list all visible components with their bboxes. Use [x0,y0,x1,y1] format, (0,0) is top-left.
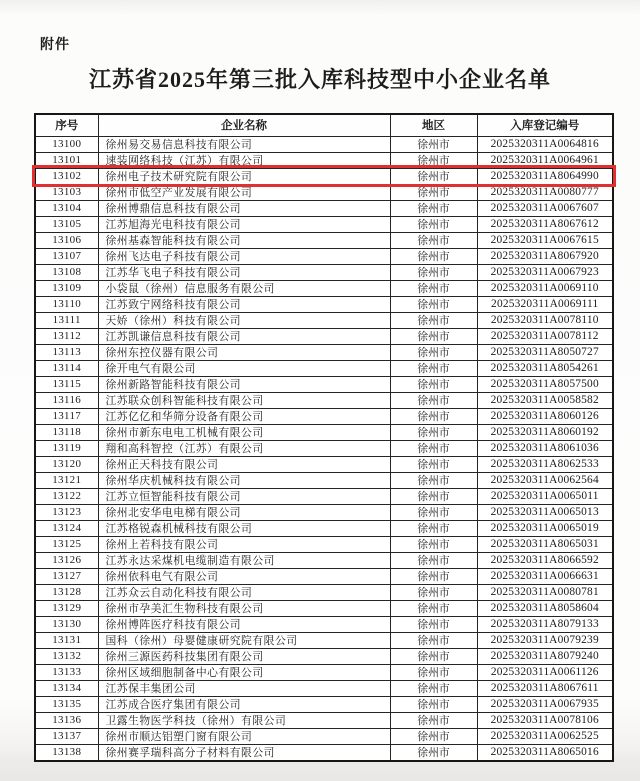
cell-region: 徐州市 [390,424,477,440]
cell-serial: 13127 [35,568,98,584]
cell-region: 徐州市 [390,488,477,504]
cell-region: 徐州市 [390,744,477,761]
cell-registration-code: 2025320311A0064816 [477,136,613,152]
cell-company-name: 江苏众云自动化科技有限公司 [98,584,390,600]
cell-registration-code: 2025320311A8062533 [477,456,613,472]
cell-serial: 13125 [35,536,98,552]
cell-registration-code: 2025320311A8067612 [477,216,613,232]
cell-company-name: 徐州飞达电子科技有限公司 [98,248,390,264]
cell-registration-code: 2025320311A8057500 [477,376,613,392]
cell-company-name: 天娇（徐州）科技有限公司 [98,312,390,328]
cell-serial: 13112 [35,328,98,344]
table-body [35,136,613,761]
cell-serial: 13102 [35,168,98,184]
table-row [35,344,613,360]
cell-serial: 13108 [35,264,98,280]
cell-company-name: 国科（徐州）母婴健康研究院有限公司 [98,632,390,648]
table-row [35,216,613,232]
cell-registration-code: 2025320311A0069110 [477,280,613,296]
table-row [35,616,613,632]
cell-region: 徐州市 [390,360,477,376]
table-row [35,632,613,648]
cell-region: 徐州市 [390,408,477,424]
cell-registration-code: 2025320311A0062525 [477,728,613,744]
table-row [35,280,613,296]
cell-company-name: 徐州上若科技有限公司 [98,536,390,552]
cell-region: 徐州市 [390,456,477,472]
cell-region: 徐州市 [390,568,477,584]
cell-region: 徐州市 [390,200,477,216]
cell-region: 徐州市 [390,376,477,392]
table-row [35,376,613,392]
cell-region: 徐州市 [390,264,477,280]
cell-region: 徐州市 [390,712,477,728]
cell-registration-code: 2025320311A8079240 [477,648,613,664]
header-region: 地区 [390,114,477,136]
cell-company-name: 徐开电气有限公司 [98,360,390,376]
cell-serial: 13132 [35,648,98,664]
cell-company-name: 卫露生物医学科技（徐州）有限公司 [98,712,390,728]
cell-serial: 13138 [35,744,98,761]
cell-region: 徐州市 [390,312,477,328]
table-row-highlighted [35,168,613,184]
cell-serial: 13116 [35,392,98,408]
cell-region: 徐州市 [390,296,477,312]
header-serial: 序号 [35,114,98,136]
cell-registration-code: 2025320311A0065019 [477,520,613,536]
cell-company-name: 小袋鼠（徐州）信息服务有限公司 [98,280,390,296]
cell-registration-code: 2025320311A0080781 [477,584,613,600]
cell-serial: 13117 [35,408,98,424]
cell-registration-code: 2025320311A8079133 [477,616,613,632]
cell-serial: 13111 [35,312,98,328]
cell-registration-code: 2025320311A8050727 [477,344,613,360]
cell-registration-code: 2025320311A8067611 [477,680,613,696]
table-row [35,488,613,504]
cell-company-name: 江苏永达采煤机电缆制造有限公司 [98,552,390,568]
cell-region: 徐州市 [390,648,477,664]
cell-region: 徐州市 [390,728,477,744]
cell-company-name: 江苏华飞电子科技有限公司 [98,264,390,280]
cell-serial: 13135 [35,696,98,712]
cell-serial: 13122 [35,488,98,504]
cell-company-name: 江苏致宁网络科技有限公司 [98,296,390,312]
cell-company-name: 江苏格锐森机械科技有限公司 [98,520,390,536]
cell-region: 徐州市 [390,696,477,712]
cell-serial: 13121 [35,472,98,488]
cell-registration-code: 2025320311A0067935 [477,696,613,712]
header-registration-code: 入库登记编号 [477,114,613,136]
cell-company-name: 徐州三源医药科技集团有限公司 [98,648,390,664]
cell-registration-code: 2025320311A0067607 [477,200,613,216]
cell-registration-code: 2025320311A8060192 [477,424,613,440]
cell-serial: 13110 [35,296,98,312]
cell-region: 徐州市 [390,232,477,248]
cell-company-name: 徐州易交易信息科技有限公司 [98,136,390,152]
table-row [35,584,613,600]
cell-region: 徐州市 [390,280,477,296]
company-table [34,113,614,762]
table-row [35,328,613,344]
table-row [35,568,613,584]
cell-serial: 13109 [35,280,98,296]
cell-serial: 13118 [35,424,98,440]
cell-serial: 13120 [35,456,98,472]
table-row [35,520,613,536]
cell-company-name: 江苏成合医疗集团有限公司 [98,696,390,712]
cell-region: 徐州市 [390,616,477,632]
cell-registration-code: 2025320311A8061036 [477,440,613,456]
cell-company-name: 徐州博阵医疗科技有限公司 [98,616,390,632]
cell-registration-code: 2025320311A8060126 [477,408,613,424]
cell-region: 徐州市 [390,584,477,600]
table-row [35,456,613,472]
table-row [35,200,613,216]
cell-region: 徐州市 [390,520,477,536]
cell-serial: 13119 [35,440,98,456]
cell-registration-code: 2025320311A0078112 [477,328,613,344]
cell-company-name: 徐州新路智能科技有限公司 [98,376,390,392]
cell-region: 徐州市 [390,168,477,184]
table-row [35,392,613,408]
cell-company-name: 徐州华庆机械科技有限公司 [98,472,390,488]
cell-registration-code: 2025320311A0067615 [477,232,613,248]
cell-serial: 13126 [35,552,98,568]
cell-serial: 13105 [35,216,98,232]
cell-company-name: 江苏立恒智能科技有限公司 [98,488,390,504]
cell-region: 徐州市 [390,536,477,552]
table-row [35,408,613,424]
cell-registration-code: 2025320311A0067923 [477,264,613,280]
cell-registration-code: 2025320311A0065013 [477,504,613,520]
cell-registration-code: 2025320311A0065011 [477,488,613,504]
cell-region: 徐州市 [390,632,477,648]
cell-region: 徐州市 [390,664,477,680]
table-row [35,696,613,712]
cell-company-name: 徐州依科电气有限公司 [98,568,390,584]
cell-serial: 13115 [35,376,98,392]
table-row [35,664,613,680]
cell-registration-code: 2025320311A0064961 [477,152,613,168]
table-row [35,680,613,696]
table-row [35,152,613,168]
cell-region: 徐州市 [390,344,477,360]
cell-serial: 13128 [35,584,98,600]
cell-region: 徐州市 [390,472,477,488]
cell-registration-code: 2025320311A8064990 [477,168,613,184]
table-row [35,360,613,376]
cell-registration-code: 2025320311A8065016 [477,744,613,761]
cell-company-name: 江苏旭海光电科技有限公司 [98,216,390,232]
cell-registration-code: 2025320311A8054261 [477,360,613,376]
cell-registration-code: 2025320311A8066592 [477,552,613,568]
table-row [35,296,613,312]
cell-registration-code: 2025320311A0066631 [477,568,613,584]
table-row [35,424,613,440]
cell-company-name: 江苏保丰集团公司 [98,680,390,696]
cell-company-name: 徐州正天科技有限公司 [98,456,390,472]
cell-serial: 13106 [35,232,98,248]
cell-serial: 13124 [35,520,98,536]
cell-registration-code: 2025320311A8058604 [477,600,613,616]
cell-registration-code: 2025320311A0062564 [477,472,613,488]
cell-company-name: 速装网络科技（江苏）有限公司 [98,152,390,168]
cell-company-name: 徐州东控仪器有限公司 [98,344,390,360]
cell-serial: 13101 [35,152,98,168]
cell-region: 徐州市 [390,680,477,696]
table-row [35,472,613,488]
table-row [35,264,613,280]
cell-company-name: 江苏亿亿和华筛分设备有限公司 [98,408,390,424]
cell-company-name: 徐州博鼎信息科技有限公司 [98,200,390,216]
table-row [35,184,613,200]
cell-company-name: 徐州区域细胞制备中心有限公司 [98,664,390,680]
cell-region: 徐州市 [390,392,477,408]
cell-region: 徐州市 [390,152,477,168]
cell-serial: 13104 [35,200,98,216]
cell-company-name: 徐州市孕美汇生物科技有限公司 [98,600,390,616]
cell-region: 徐州市 [390,184,477,200]
cell-company-name: 江苏联众创科智能科技有限公司 [98,392,390,408]
cell-serial: 13123 [35,504,98,520]
table-row [35,440,613,456]
table-row [35,728,613,744]
table-row [35,536,613,552]
cell-registration-code: 2025320311A8067920 [477,248,613,264]
cell-serial: 13133 [35,664,98,680]
cell-region: 徐州市 [390,216,477,232]
cell-region: 徐州市 [390,440,477,456]
document-title: 江苏省2025年第三批入库科技型中小企业名单 [88,67,551,92]
cell-serial: 13131 [35,632,98,648]
table-row [35,504,613,520]
cell-serial: 13103 [35,184,98,200]
cell-serial: 13136 [35,712,98,728]
cell-company-name: 徐州北安华电电梯有限公司 [98,504,390,520]
table-row [35,744,613,761]
cell-serial: 13130 [35,616,98,632]
cell-company-name: 徐州市顺达铝塑门窗有限公司 [98,728,390,744]
cell-serial: 13114 [35,360,98,376]
cell-registration-code: 2025320311A0079239 [477,632,613,648]
cell-region: 徐州市 [390,328,477,344]
cell-serial: 13129 [35,600,98,616]
cell-serial: 13137 [35,728,98,744]
table-row [35,248,613,264]
cell-registration-code: 2025320311A8065031 [477,536,613,552]
cell-registration-code: 2025320311A0078110 [477,312,613,328]
cell-company-name: 江苏凯谦信息科技有限公司 [98,328,390,344]
table-row [35,312,613,328]
cell-serial: 13107 [35,248,98,264]
cell-registration-code: 2025320311A0078106 [477,712,613,728]
table-row [35,136,613,152]
cell-serial: 13100 [35,136,98,152]
cell-region: 徐州市 [390,504,477,520]
table-row [35,648,613,664]
table-row [35,600,613,616]
cell-registration-code: 2025320311A0058582 [477,392,613,408]
cell-company-name: 徐州市低空产业发展有限公司 [98,184,390,200]
table-row [35,232,613,248]
cell-region: 徐州市 [390,136,477,152]
cell-company-name: 徐州基森智能科技有限公司 [98,232,390,248]
cell-registration-code: 2025320311A0069111 [477,296,613,312]
header-company-name: 企业名称 [98,114,390,136]
cell-serial: 13113 [35,344,98,360]
cell-region: 徐州市 [390,552,477,568]
table-row [35,552,613,568]
cell-company-name: 徐州电子技术研究院有限公司 [98,168,390,184]
cell-company-name: 徐州市新东电电工机械有限公司 [98,424,390,440]
cell-region: 徐州市 [390,248,477,264]
table-row [35,712,613,728]
cell-region: 徐州市 [390,600,477,616]
table-header-row [35,114,613,136]
cell-registration-code: 2025320311A0080777 [477,184,613,200]
attachment-label: 附件 [40,38,70,53]
cell-company-name: 徐州赛孚瑞科高分子材料有限公司 [98,744,390,761]
cell-serial: 13134 [35,680,98,696]
cell-company-name: 翔和高科智控（江苏）有限公司 [98,440,390,456]
cell-registration-code: 2025320311A0061126 [477,664,613,680]
